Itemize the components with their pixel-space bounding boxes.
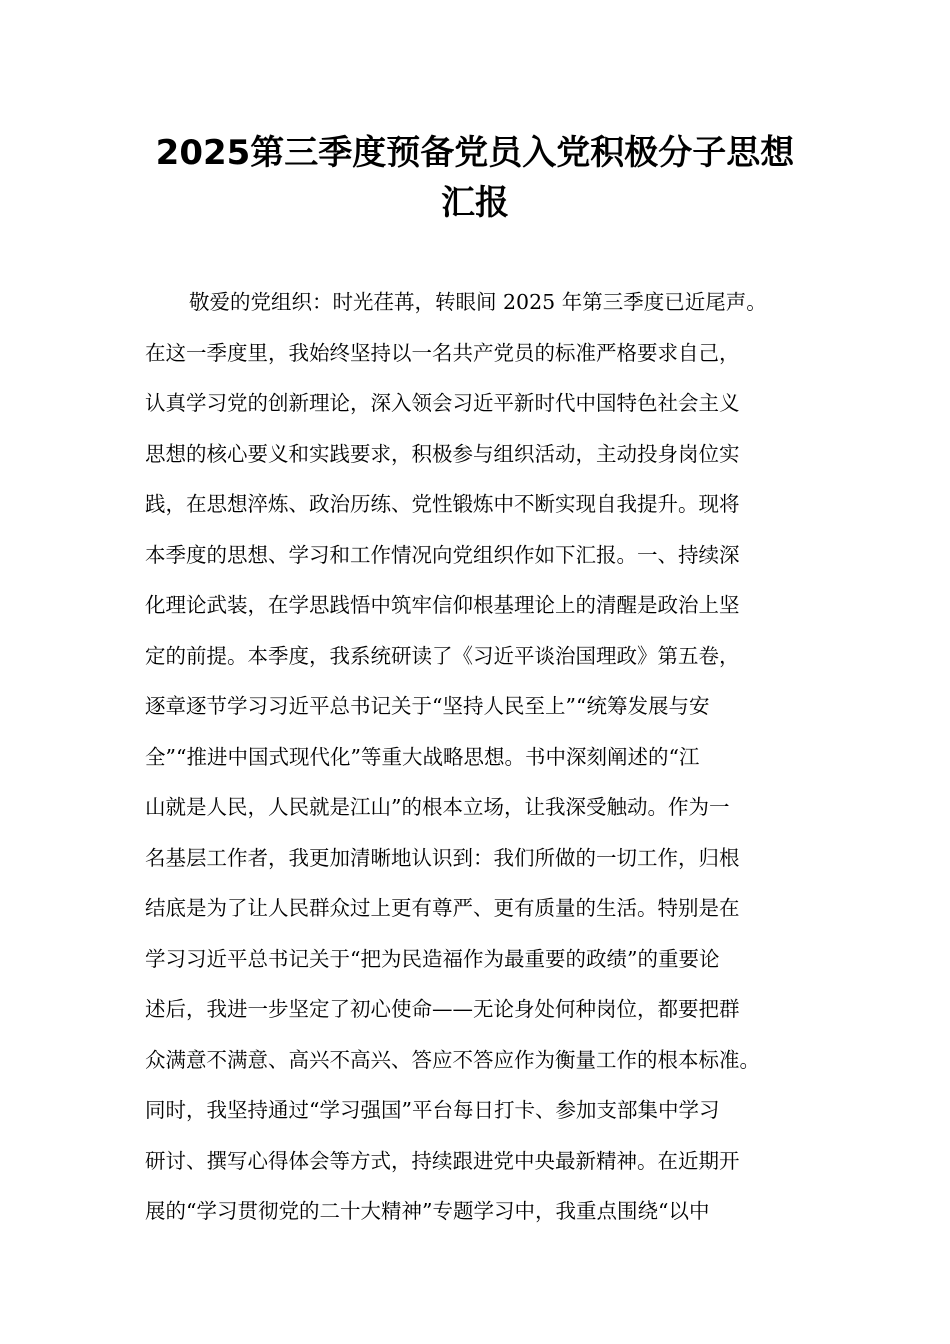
body-line: 述后，我进一步坚定了初心使命——无论身处何种岗位，都要把群 xyxy=(145,997,740,1021)
body-line: 在这一季度里，我始终坚持以一名共产党员的标准严格要求自己， xyxy=(145,340,740,365)
body-line: 逐章逐节学习习近平总书记关于“坚持人民至上”“统筹发展与安 xyxy=(145,694,710,718)
body-line: 认真学习党的创新理论，深入领会习近平新时代中国特色社会主义 xyxy=(145,391,740,415)
body-line: 研讨、撰写心得体会等方式，持续跟进党中央最新精神。在近期开 xyxy=(145,1148,740,1173)
body-line: 敬爱的党组织：时光荏苒，转眼间 2025 年第三季度已近尾声。 xyxy=(189,290,767,314)
body-line: 践，在思想淬炼、政治历练、党性锻炼中不断实现自我提升。现将 xyxy=(145,492,740,516)
body-line: 化理论武装，在学思践悟中筑牢信仰根基理论上的清醒是政治上坚 xyxy=(145,593,740,617)
body-line: 学习习近平总书记关于“把为民造福作为最重要的政绩”的重要论 xyxy=(145,946,720,971)
document-title-line-1: 2025第三季度预备党员入党积极分子思想 xyxy=(155,133,795,173)
document-body xyxy=(145,282,845,1242)
body-line: 全”“推进中国式现代化”等重大战略思想。书中深刻阐述的“江 xyxy=(145,744,700,769)
document-title-line-2: 汇报 xyxy=(441,183,509,223)
body-line: 本季度的思想、学习和工作情况向党组织作如下汇报。一、持续深 xyxy=(145,542,740,567)
body-line: 思想的核心要义和实践要求，积极参与组织活动，主动投身岗位实 xyxy=(145,441,740,466)
body-line: 山就是人民，人民就是江山”的根本立场，让我深受触动。作为一 xyxy=(145,795,730,819)
body-line: 展的“学习贯彻党的二十大精神”专题学习中，我重点围绕“以中 xyxy=(145,1199,710,1223)
body-line: 结底是为了让人民群众过上更有尊严、更有质量的生活。特别是在 xyxy=(145,896,740,920)
body-line: 名基层工作者，我更加清晰地认识到：我们所做的一切工作，归根 xyxy=(145,845,740,870)
body-line: 众满意不满意、高兴不高兴、答应不答应作为衡量工作的根本标准。 xyxy=(145,1047,760,1072)
body-line: 同时，我坚持通过“学习强国”平台每日打卡、参加支部集中学习 xyxy=(145,1098,720,1122)
body-line: 定的前提。本季度，我系统研读了《习近平谈治国理政》第五卷， xyxy=(145,643,740,668)
